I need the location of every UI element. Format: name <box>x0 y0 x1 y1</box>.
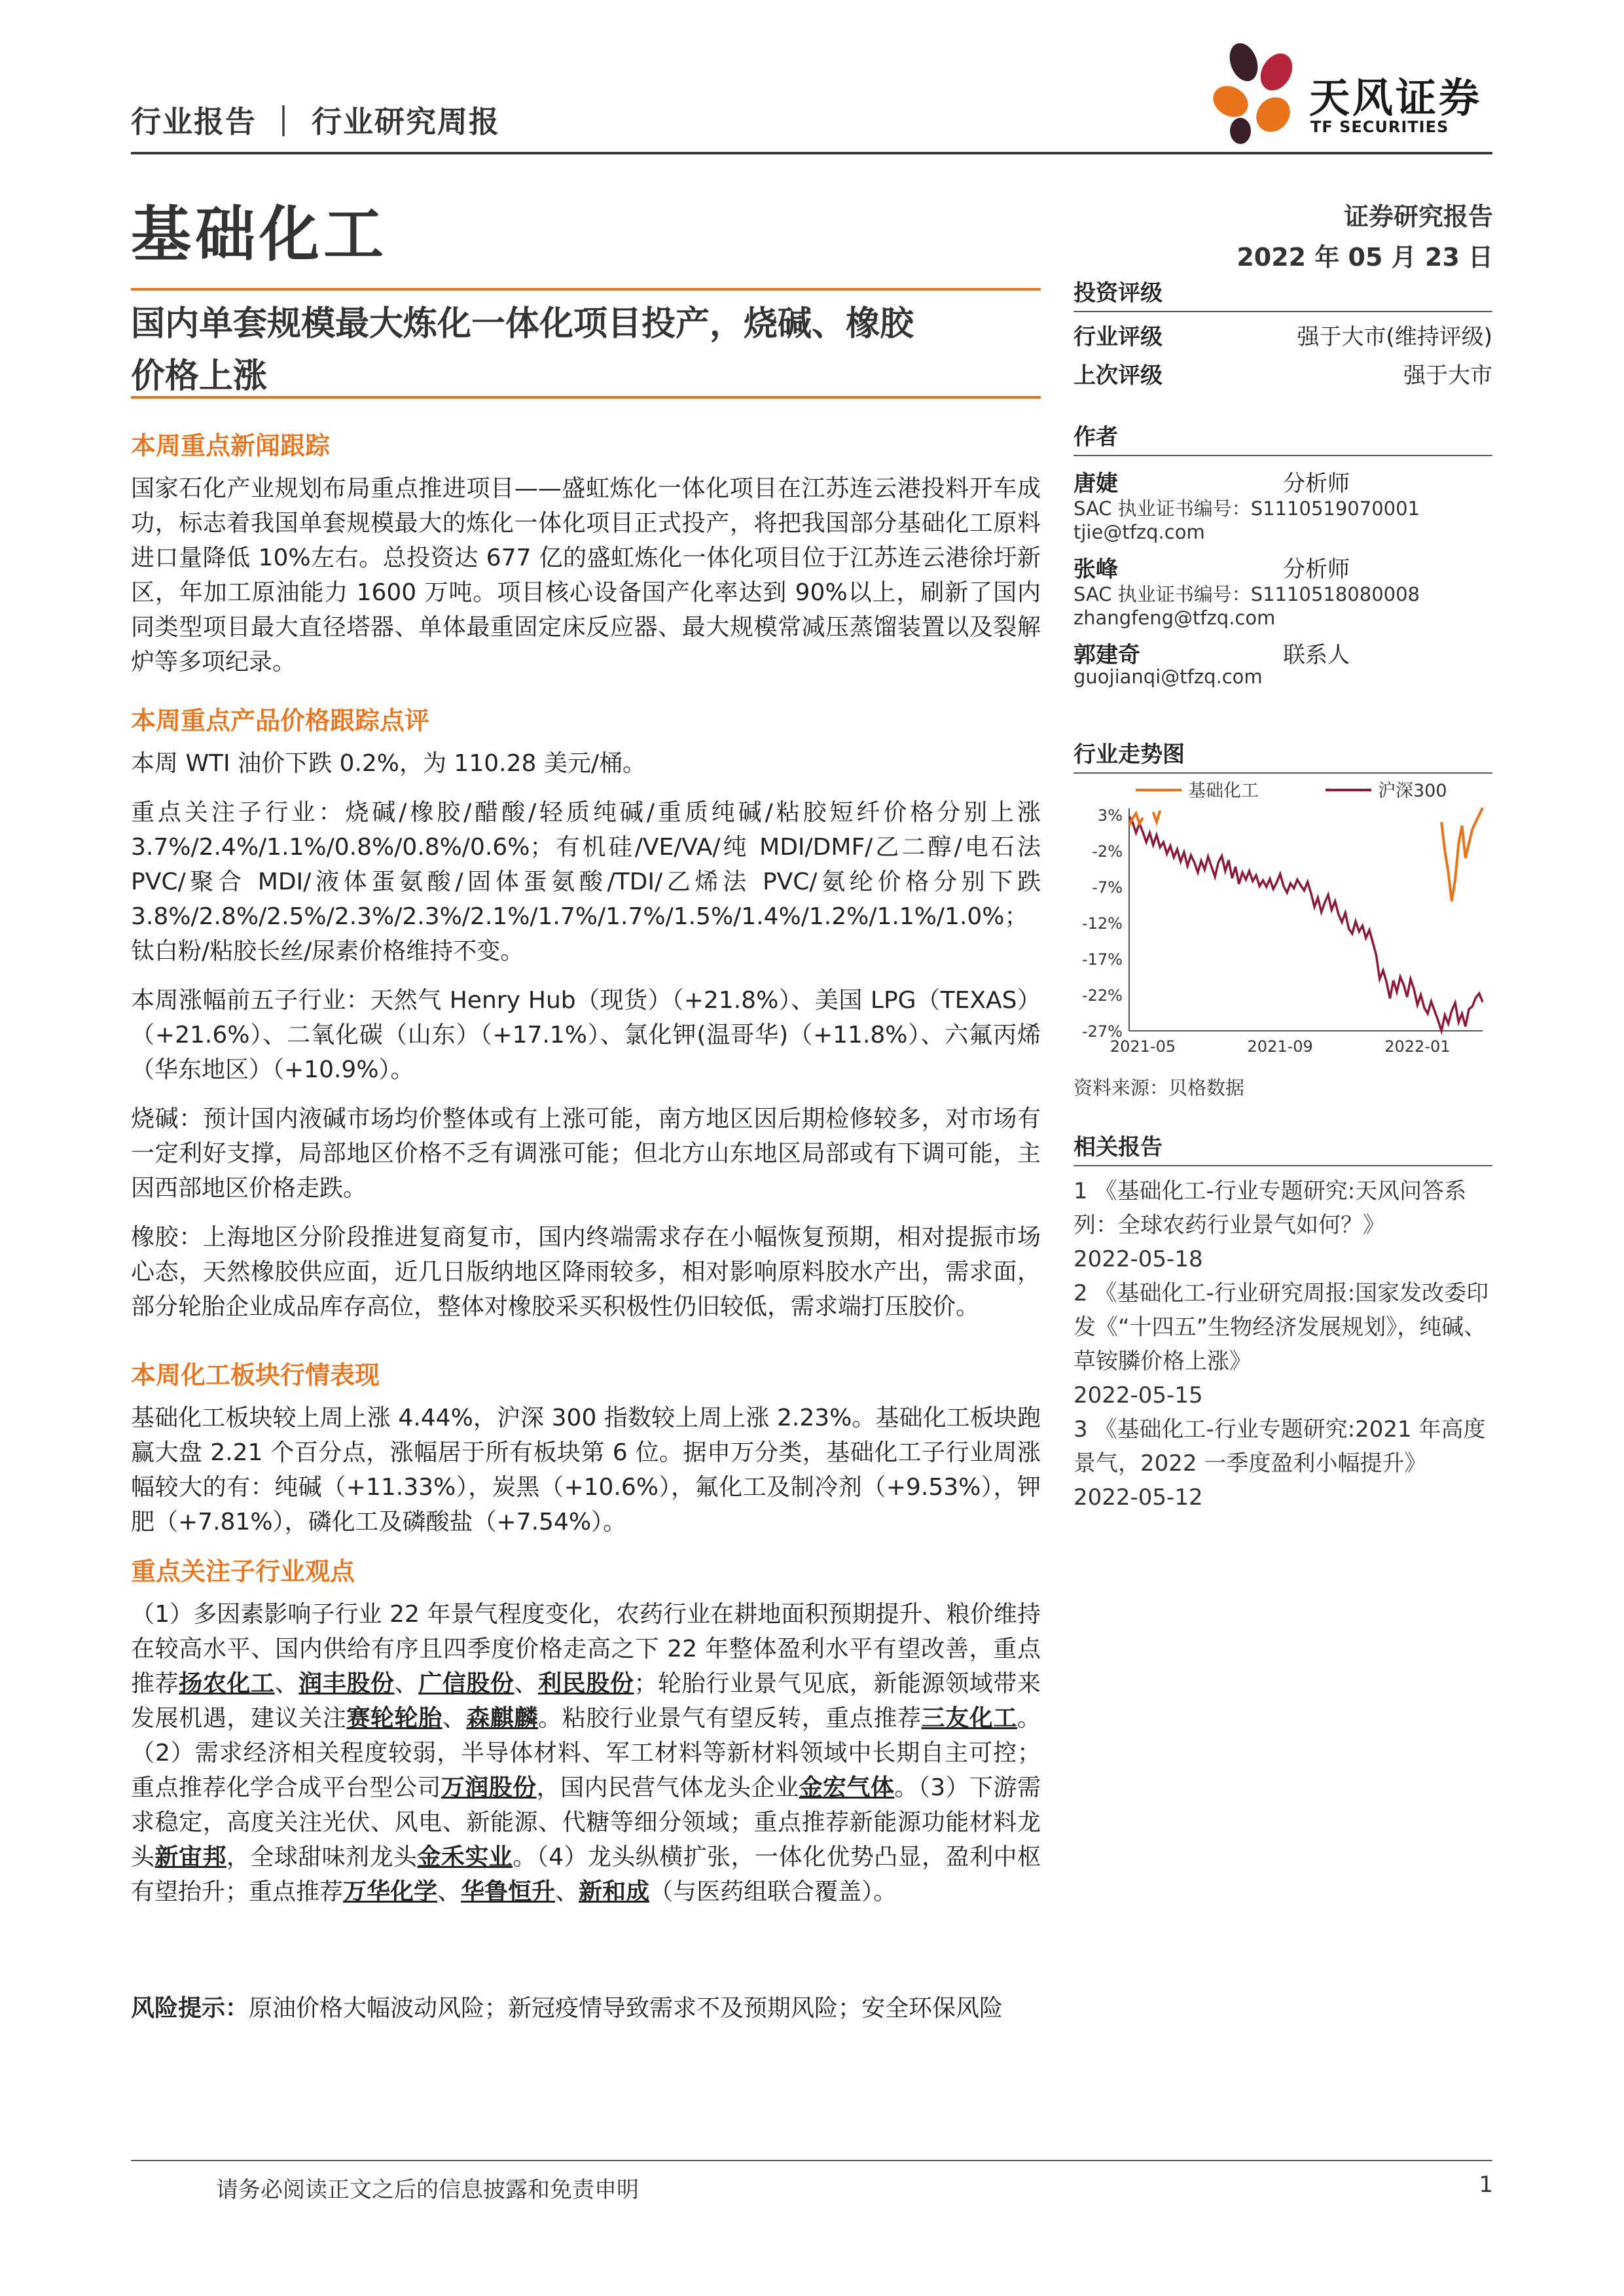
report-title-line-2: 价格上涨 <box>131 357 268 396</box>
author-cert: SAC 执业证书编号：S1110518080008 <box>1074 583 1420 605</box>
author-name: 唐婕 <box>1074 471 1118 497</box>
stock-yangnong: 扬农化工 <box>179 1670 275 1697</box>
y-tick-label: -22% <box>1081 986 1123 1005</box>
related-report-date: 2022-05-18 <box>1074 1246 1203 1272</box>
related-report-title[interactable]: 2 《基础化工-行业研究周报:国家发改委印发《“十四五”生物经济发展规划》，纯碱、草铵膦价格上涨》 <box>1074 1280 1489 1374</box>
series-line-chemicals <box>1153 810 1161 822</box>
related-report-title[interactable]: 3 《基础化工-行业专题研究:2021 年高度景气，2022 一季度盈利小幅提升》 <box>1074 1416 1486 1477</box>
company-logo-text: 天风证券 <box>1309 74 1483 122</box>
series-line-hs300 <box>1129 816 1483 1031</box>
rating-current-label: 行业评级 <box>1074 324 1163 350</box>
document-type: 证券研究报告 <box>1343 202 1493 231</box>
stock-runfeng: 润丰股份 <box>298 1670 395 1697</box>
stock-hualu: 华鲁恒升 <box>461 1878 556 1905</box>
rating-heading: 投资评级 <box>1074 280 1163 306</box>
author-email[interactable]: zhangfeng@tfzq.com <box>1074 607 1276 629</box>
risk-text: 原油价格大幅波动风险；新冠疫情导致需求不及预期风险；安全环保风险 <box>249 1995 1003 2022</box>
legend-label: 基础化工 <box>1188 781 1259 801</box>
news-paragraph: 国家石化产业规划布局重点推进项目——盛虹炼化一体化项目在江苏连云港投料开车成功，标志着我国单套规模最大的炼化一体化项目正式投产，将把我国部分基础化工原料进口量降低 10%左右。总投资达 677 亿的盛虹炼化一体化项目位于江苏连云港徐圩新区，年加工原油能力 1600 万吨。项目核心设备国产化率达到 90%以上，刷新了国内同类型项目最大直径塔器、单体最重固定床反应器、最大规模常减压蒸馏装置以及裂解炉等多项纪录。 <box>131 475 1041 675</box>
section-heading-market: 本周化工板块行情表现 <box>131 1361 380 1390</box>
related-report-item[interactable] <box>1074 1174 1492 1276</box>
x-tick-label: 2022-01 <box>1384 1037 1451 1056</box>
author-heading: 作者 <box>1074 424 1118 450</box>
author-role: 联系人 <box>1283 642 1350 668</box>
related-list <box>1074 1174 1492 1515</box>
author-role: 分析师 <box>1283 471 1350 497</box>
section-market-body <box>131 1401 1041 1539</box>
footer-disclaimer: 请务必阅读正文之后的信息披露和免责申明 <box>216 2177 639 2203</box>
related-report-item[interactable] <box>1074 1412 1492 1515</box>
rating-row-current <box>1074 319 1492 351</box>
rating-divider <box>1074 311 1492 312</box>
chart-source-text: 资料来源：贝格数据 <box>1074 1077 1245 1099</box>
rating-row-previous <box>1074 357 1492 389</box>
logo-petal-3 <box>1211 80 1254 123</box>
stock-senqilin: 森麒麟 <box>466 1705 539 1732</box>
report-title-line-1: 国内单套规模最大炼化一体化项目投产，烧碱、橡胶 <box>131 304 914 344</box>
title-top-rule <box>131 288 1041 291</box>
legend-label: 沪深300 <box>1378 781 1447 801</box>
section-prices-body <box>131 746 1041 1324</box>
report-title <box>131 298 1041 403</box>
sidebar-trend <box>1074 736 1492 774</box>
author-role: 分析师 <box>1283 556 1350 583</box>
company-logo-english: TF SECURITIES <box>1310 118 1449 136</box>
price-paragraph-caustic-soda: 烧碱：预计国内液碱市场均价整体或有上涨可能，南方地区因后期检修较多，对市场有一定利好支撑，局部地区价格不乏有调涨可能；但北方山东地区局部或有下调可能，主因西部地区价格走跌。 <box>131 1105 1041 1202</box>
price-paragraph-rubber: 橡胶：上海地区分阶段推进复商复市，国内终端需求存在小幅恢复预期，相对提振市场心态，天然橡胶供应面，近几日版纳地区降雨较多，相对影响原料胶水产出，需求面，部分轮胎企业成品库存高位，整体对橡胶采买积极性仍旧较低，需求端打压胶价。 <box>131 1224 1041 1320</box>
series-line-chemicals <box>1441 808 1483 901</box>
logo-petal-2 <box>1254 48 1299 96</box>
author-item <box>1074 637 1492 688</box>
price-paragraph-top5: 本周涨幅前五子行业：天然气 Henry Hub（现货）（+21.8%）、美国 LPG（TEXAS）（+21.6%）、二氧化碳（山东）（+17.1%）、氯化钾(温哥华)（+11.8%）、六氟丙烯（华东地区）（+10.9%）。 <box>131 987 1041 1083</box>
stock-limin: 利民股份 <box>538 1670 634 1697</box>
rating-previous-label: 上次评级 <box>1074 363 1163 389</box>
author-cert: SAC 执业证书编号：S1110519070001 <box>1074 497 1420 520</box>
rating-previous-value: 强于大市 <box>1403 363 1492 389</box>
section-heading-news: 本周重点新闻跟踪 <box>131 431 331 460</box>
related-report-date: 2022-05-12 <box>1074 1484 1203 1511</box>
section-heading-views: 重点关注子行业观点 <box>131 1557 355 1586</box>
section-heading-prices: 本周重点产品价格跟踪点评 <box>131 706 430 735</box>
author-name: 张峰 <box>1074 556 1118 583</box>
chart-source <box>1074 1073 1492 1100</box>
report-category: 行业报告 ｜ 行业研究周报 <box>131 104 501 139</box>
price-paragraph-subsectors: 重点关注子行业：烧碱/橡胶/醋酸/轻质纯碱/重质纯碱/粘胶短纤价格分别上涨 3.7%/2.4%/1.1%/0.8%/0.8%/0.6%；有机硅/VE/VA/纯 MDI/DMF/乙二醇/电石法 PVC/聚合 MDI/液体蛋氨酸/固体蛋氨酸/TDI/乙烯法 PVC/氨纶价格分别下跌 3.8%/2.8%/2.5%/2.3%/2.3%/2.1%/1.7%/1.7%/1.5%/1.4%/1.2%/1.1%/1.0%；钛白粉/粘胶长丝/尿素价格维持不变。 <box>131 799 1041 965</box>
risk-warning <box>131 1991 1041 2026</box>
x-tick-label: 2021-09 <box>1247 1037 1313 1056</box>
company-logo-mark <box>1211 36 1303 147</box>
sidebar-related <box>1074 1129 1492 1515</box>
page-number: 1 <box>1479 2172 1493 2198</box>
rating-current-value: 强于大市(维持评级) <box>1297 324 1492 350</box>
header-divider <box>131 152 1492 154</box>
x-tick-label: 2021-05 <box>1110 1037 1176 1056</box>
report-date: 2022 年 05 月 23 日 <box>1236 243 1493 272</box>
trend-heading: 行业走势图 <box>1074 742 1185 768</box>
section-views-body <box>131 1597 1041 1909</box>
stock-sanyou: 三友化工 <box>921 1705 1017 1732</box>
y-tick-label: -12% <box>1081 914 1123 933</box>
y-tick-label: -7% <box>1092 878 1123 897</box>
related-heading: 相关报告 <box>1074 1134 1163 1160</box>
y-tick-label: -27% <box>1081 1022 1123 1041</box>
author-name: 郭建奇 <box>1074 642 1140 668</box>
series-line-chemicals <box>1129 814 1143 826</box>
sidebar-authors <box>1074 419 1492 688</box>
related-divider <box>1074 1165 1492 1166</box>
trend-divider <box>1074 772 1492 774</box>
market-paragraph: 基础化工板块较上周上涨 4.44%，沪深 300 指数较上周上涨 2.23%。基础化工板块跑赢大盘 2.21 个百分点，涨幅居于所有板块第 6 位。据申万分类，基础化工子行业周涨幅较大的有：纯碱（+11.33%），炭黑（+10.6%），氟化工及制冷剂（+9.53%），钾肥（+7.81%），磷化工及磷酸盐（+7.54%）。 <box>131 1405 1041 1535</box>
stock-wanhua: 万华化学 <box>343 1878 438 1905</box>
section-news-body <box>131 471 1041 679</box>
author-divider <box>1074 455 1492 456</box>
y-tick-label: 3% <box>1097 806 1123 825</box>
stock-guangxin: 广信股份 <box>418 1670 514 1697</box>
risk-label: 风险提示： <box>131 1995 249 2022</box>
related-report-title[interactable]: 1 《基础化工-行业专题研究:天风问答系列：全球农药行业景气如何？》 <box>1074 1178 1467 1238</box>
stock-xinzhoubang: 新宙邦 <box>154 1844 226 1871</box>
logo-petal-5 <box>1230 118 1251 144</box>
related-report-item[interactable] <box>1074 1276 1492 1412</box>
title-bottom-rule <box>131 396 1041 399</box>
related-report-date: 2022-05-15 <box>1074 1382 1203 1408</box>
stock-jinhe: 金禾实业 <box>417 1844 513 1871</box>
stock-wanrun: 万润股份 <box>441 1774 537 1801</box>
footer-divider <box>131 2160 1492 2161</box>
logo-petal-1 <box>1225 39 1263 85</box>
y-tick-label: -17% <box>1081 950 1123 969</box>
y-tick-label: -2% <box>1092 842 1123 861</box>
author-item <box>1074 465 1492 543</box>
stock-jinhong: 金宏气体 <box>799 1774 895 1801</box>
logo-petal-4 <box>1250 90 1297 139</box>
author-email[interactable]: guojianqi@tfzq.com <box>1074 666 1263 688</box>
author-email[interactable]: tjie@tfzq.com <box>1074 521 1205 543</box>
sector-name: 基础化工 <box>131 200 388 270</box>
stock-sailun: 赛轮轮胎 <box>346 1705 442 1732</box>
sidebar-rating <box>1074 275 1492 389</box>
views-paragraph: （1）多因素影响子行业 22 年景气程度变化，农药行业在耕地面积预期提升、粮价维持在较高水平、国内供给有序且四季度价格走高之下 22 年整体盈利水平有望改善，重点推荐扬农化工、润丰股份、广信股份、利民股份；轮胎行业景气见底，新能源领域带来发展机遇，建议关注赛轮轮胎、森麒麟。粘胶行业景气有望反转，重点推荐三友化工。（2）需求经济相关程度较弱，半导体材料、军工材料等新材料领域中长期自主可控；重点推荐化学合成平台型公司万润股份，国内民营气体龙头企业金宏气体。（3）下游需求稳定，高度关注光伏、风电、新能源、代糖等细分领域；重点推荐新能源功能材料龙头新宙邦，全球甜味剂龙头金禾实业。（4）龙头纵横扩张，一体化优势凸显，盈利中枢有望抬升；重点推荐万华化学、华鲁恒升、新和成（与医药组联合覆盖）。 <box>131 1601 1041 1905</box>
author-item <box>1074 551 1492 629</box>
industry-trend-chart <box>1074 776 1492 1057</box>
stock-xinhecheng: 新和成 <box>579 1878 650 1905</box>
price-paragraph-oil: 本周 WTI 油价下跌 0.2%，为 110.28 美元/桶。 <box>131 750 646 777</box>
